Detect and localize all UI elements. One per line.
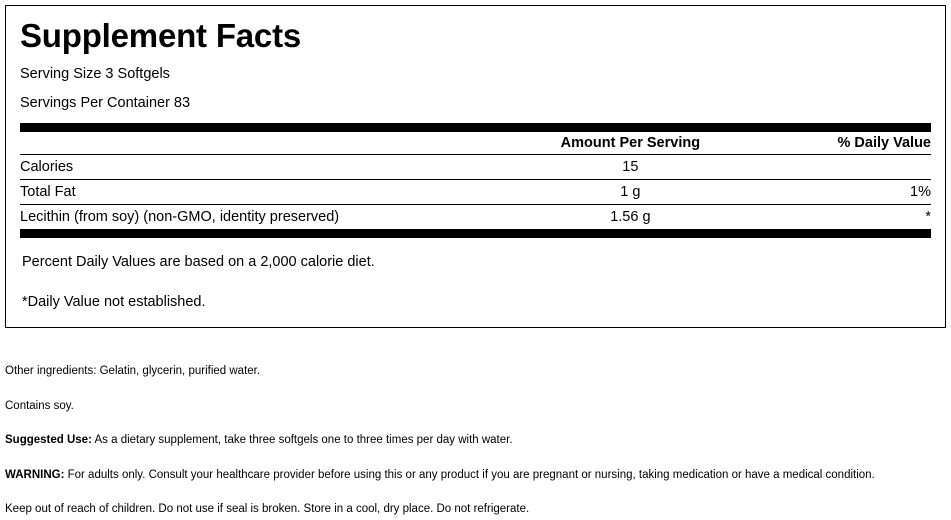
row-amount: 15 bbox=[494, 154, 767, 179]
warning-body: For adults only. Consult your healthcare provider before using this or any product if you are pregnant or nursing, taking medication or have a medical condition. bbox=[64, 468, 875, 481]
other-ingredients-text: Other ingredients: Gelatin, glycerin, purified water. bbox=[5, 365, 261, 377]
row-amount: 1 g bbox=[494, 179, 767, 204]
contains-allergen-text: Contains soy. bbox=[5, 399, 74, 412]
storage-text: Keep out of reach of children. Do not use if seal is broken. Store in a cool, dry place. Do not refrigerate. bbox=[5, 503, 530, 516]
row-name: Total Fat bbox=[20, 179, 494, 204]
suggested-use-label: Suggested Use: bbox=[5, 434, 92, 447]
warning-label: WARNING: bbox=[5, 468, 65, 481]
row-daily-value bbox=[767, 154, 931, 179]
warning-text bbox=[5, 468, 946, 484]
thick-rule-bottom bbox=[20, 229, 931, 238]
table-row bbox=[20, 204, 931, 229]
serving-size-line: Serving Size 3 Softgels bbox=[20, 66, 170, 83]
table-row bbox=[20, 154, 931, 179]
daily-value-note: Percent Daily Values are based on a 2,000 calorie diet. bbox=[22, 253, 375, 270]
supplement-facts-panel bbox=[5, 5, 946, 328]
servings-per-container-line: Servings Per Container 83 bbox=[20, 95, 191, 112]
header-amount-per-serving: Amount Per Serving bbox=[494, 132, 767, 155]
header-daily-value: % Daily Value bbox=[767, 132, 931, 155]
header-name bbox=[20, 132, 494, 155]
table-header-row bbox=[20, 132, 931, 155]
table-row bbox=[20, 179, 931, 204]
row-name: Lecithin (from soy) (non-GMO, identity preserved) bbox=[20, 208, 340, 225]
suggested-use-text bbox=[5, 433, 946, 449]
panel-title: Supplement Facts bbox=[20, 17, 302, 54]
nutrition-table bbox=[20, 132, 931, 229]
suggested-use-body: As a dietary supplement, take three softgels one to three times per day with water. bbox=[91, 434, 513, 447]
row-daily-value: * bbox=[925, 208, 931, 225]
daily-value-not-established-note: *Daily Value not established. bbox=[22, 293, 206, 310]
row-daily-value: 1% bbox=[767, 179, 931, 204]
row-amount: 1.56 g bbox=[610, 208, 651, 225]
additional-info-block bbox=[5, 364, 946, 518]
thick-rule-top bbox=[20, 123, 931, 132]
row-name: Calories bbox=[20, 154, 494, 179]
